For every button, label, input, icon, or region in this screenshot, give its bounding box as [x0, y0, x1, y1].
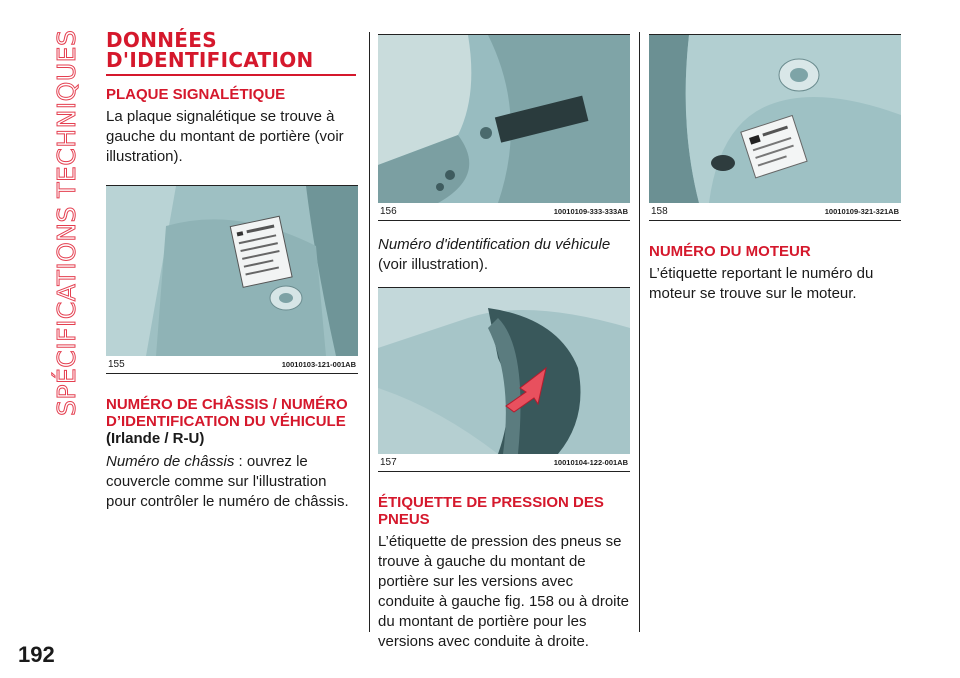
- plaque-heading: PLAQUE SIGNALÉTIQUE: [106, 86, 286, 103]
- column-divider: [369, 32, 370, 632]
- vin-rest: (voir illustration).: [378, 256, 489, 273]
- figure-reference: 10010109-321-321AB: [824, 207, 899, 216]
- tyre-text: L’étiquette de pression des pneus se trouve à gauche du montant de portière sur les versions avec conduite à gauche fig. 158 ou à droite du montant de portière pour les versions avec conduite à droite.: [378, 533, 630, 650]
- engine-bay-chassis-photo: [378, 288, 630, 454]
- figure-reference: 10010104-122-001AB: [553, 458, 628, 467]
- figure-number: 157: [380, 457, 397, 468]
- figure-155: [106, 185, 358, 374]
- section-side-label: SPÉCIFICATIONS TECHNIQUES: [52, 30, 81, 417]
- figure-number: 155: [108, 359, 125, 370]
- chassis-lead-rest: : ouvrez le couvercle comme sur l'illustration pour contrôler le numéro de châssis.: [106, 453, 349, 510]
- engine-text: L’étiquette reportant le numéro du moteur se trouve sur le moteur.: [649, 265, 874, 302]
- chassis-text: [106, 452, 358, 512]
- tyre-heading: ÉTIQUETTE DE PRESSION DES PNEUS: [378, 494, 604, 528]
- figure-number: 156: [380, 206, 397, 217]
- engine-heading: NUMÉRO DU MOTEUR: [649, 243, 811, 260]
- chassis-subheading: (Irlande / R-U): [106, 430, 205, 447]
- column-divider: [639, 32, 640, 632]
- figure-157: [378, 287, 630, 472]
- column-right: [649, 30, 901, 304]
- column-left: [106, 30, 358, 512]
- figure-caption: [106, 356, 358, 374]
- figure-caption: [378, 454, 630, 472]
- page-number: 192: [18, 642, 55, 667]
- figure-158: [649, 34, 901, 221]
- column-middle: [378, 30, 630, 652]
- figure-reference: 10010109-333-333AB: [553, 207, 628, 216]
- figure-156: [378, 34, 630, 221]
- chassis-heading: NUMÉRO DE CHÂSSIS / NUMÉRO D’IDENTIFICATION DU VÉHICULE: [106, 396, 348, 430]
- figure-number: 158: [651, 206, 668, 217]
- door-pillar-plate-photo: [106, 186, 358, 356]
- plaque-text: La plaque signalétique se trouve à gauche du montant de portière (voir illustration).: [106, 108, 344, 165]
- figure-caption: [378, 203, 630, 221]
- vin-italic: Numéro d'identification du véhicule: [378, 236, 611, 253]
- page-title: [106, 30, 356, 76]
- tyre-label-photo: [649, 35, 901, 203]
- floor-vin-photo: [378, 35, 630, 203]
- page-title-line2: D'IDENTIFICATION: [106, 48, 314, 72]
- chassis-lead-italic: Numéro de châssis: [106, 453, 235, 470]
- vin-text: [378, 235, 630, 275]
- page-title-line1: DONNÉES: [106, 28, 217, 52]
- figure-reference: 10010103-121-001AB: [281, 360, 356, 369]
- figure-caption: [649, 203, 901, 221]
